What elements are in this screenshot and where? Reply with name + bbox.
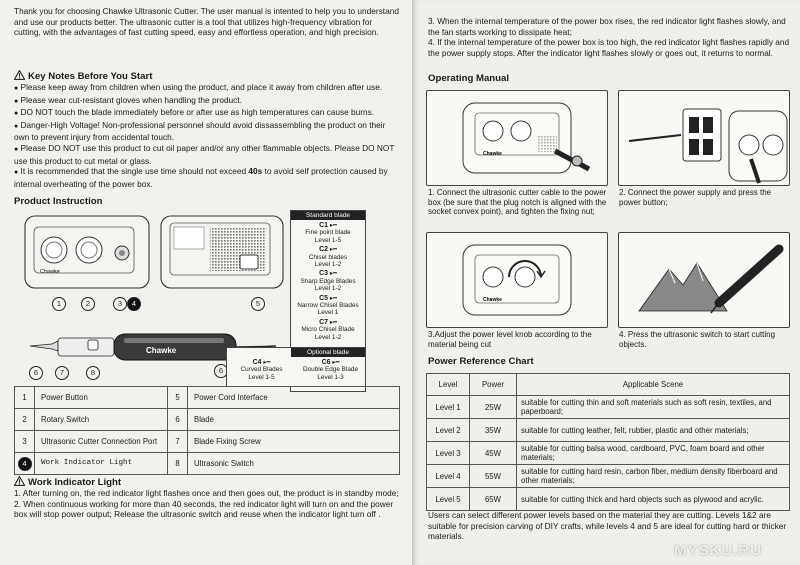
blade-name: Curved Blades xyxy=(240,366,283,374)
blade-shape-icon: ▸━ xyxy=(332,359,340,366)
level-cell: Level 5 xyxy=(427,488,470,511)
blade-level: Level 1-2 xyxy=(314,261,342,269)
indicator-paragraph: 1. After turning on, the red indicator light flashes once and then goes out, the product is in standby mode; xyxy=(14,488,399,498)
blade-shape-icon: ▸━ xyxy=(263,359,271,366)
blade-name: Fine point blade xyxy=(305,229,351,237)
callout-6: 6 xyxy=(29,366,43,380)
indicator-heading xyxy=(14,476,121,488)
callout-2: 2 xyxy=(81,297,95,311)
part-number: 2 xyxy=(15,409,35,431)
blade-item xyxy=(291,270,365,292)
table-row xyxy=(15,409,400,431)
standard-blade-header: Standard blade xyxy=(291,211,365,220)
power-cell: 45W xyxy=(470,442,517,465)
callout-6-blade: 6 xyxy=(214,364,228,378)
blade-code: C7 xyxy=(319,318,329,326)
brand-logo: Chawke xyxy=(40,269,60,275)
callout-1: 1 xyxy=(52,297,66,311)
table-row xyxy=(427,465,790,488)
part-number: 8 xyxy=(168,453,188,475)
step-3-illustration xyxy=(426,232,608,328)
step-1-illustration xyxy=(426,90,608,186)
blade-item xyxy=(291,295,365,317)
callout-8: 8 xyxy=(86,366,100,380)
power-cell: 25W xyxy=(470,396,517,419)
scene-cell: suitable for cutting thick and hard objects such as plywood and acrylic. xyxy=(517,488,790,511)
part-label: Power Button xyxy=(35,387,168,409)
brand-logo: Chawke xyxy=(146,346,177,355)
bullet-icon: ● xyxy=(14,122,19,130)
key-note-text: Please wear cut-resistant gloves when handling the product. xyxy=(20,94,242,105)
scene-cell: suitable for cutting thin and soft materials such as soft resin, textiles, and paperboard; xyxy=(517,396,790,419)
blade-level: Level 1-5 xyxy=(248,373,275,381)
watermark: MYSKU.RU xyxy=(674,542,763,559)
part-number: 6 xyxy=(168,409,188,431)
key-note-item xyxy=(14,82,400,95)
table-row xyxy=(427,396,790,419)
part-label: Power Cord Interface xyxy=(188,387,400,409)
blade-name: Double Edge Blade xyxy=(302,366,359,374)
table-row xyxy=(15,453,400,475)
bullet-icon: ● xyxy=(14,110,19,118)
part-number: 4 xyxy=(18,457,32,471)
blade-code: C4 xyxy=(252,359,262,366)
power-cell: 65W xyxy=(470,488,517,511)
power-chart-footnote: Users can select different power levels based on the material they are cutting. Levels 1&2 are suitable for precision carving of DIY crafts, while levels 4 and 5 are ideal for cutting hard or thicker materials. xyxy=(428,510,787,542)
key-note-text: Please DO NOT use this product to cut oil paper and/or any other flammable objects. Please DO NOT use this product to cut metal or glass. xyxy=(14,142,395,166)
callout-7: 7 xyxy=(55,366,69,380)
indicator-paragraph: 2. When continuous working for more than 40 seconds, the red indicator light will turn on and the power box will stop power output; Release the ultrasonic switch and reuse when the indicator light turn off . xyxy=(14,498,394,520)
power-reference-table xyxy=(426,373,790,511)
right-page xyxy=(412,0,800,565)
operating-manual-title: Operating Manual xyxy=(428,73,510,84)
key-note-item xyxy=(14,95,400,108)
blade-name: Micro Chisel Blade xyxy=(301,326,355,334)
bullet-icon: ● xyxy=(14,145,19,153)
part-label: Work Indicator Light xyxy=(35,453,168,475)
table-row xyxy=(15,387,400,409)
bullet-icon: ● xyxy=(14,97,19,105)
key-note-item xyxy=(14,120,400,143)
intro-paragraph: Thank you for choosing Chawke Ultrasonic Cutter. The user manual is intented to help you to understand and use our products better. The ultrasonic cutter is a tool that utilizes high-frequency vibration for cutting, with the advantages of fast cutting speed, easy and effortless operation, and high precision. xyxy=(14,6,399,38)
part-number: 5 xyxy=(168,387,188,409)
part-label: Rotary Switch xyxy=(35,409,168,431)
key-note-item xyxy=(14,107,400,120)
power-box-front-illustration xyxy=(22,213,152,291)
blade-level: Level 1-2 xyxy=(314,285,342,293)
indicator-paragraph: 4. If the internal temperature of the power box is too high, the red indicator light flashes rapidly and the power supply stops. After the indicator light flashes slowly or goes out, it returns to normal. xyxy=(428,37,790,58)
power-box-back-illustration xyxy=(158,213,286,291)
key-notes-title: Key Notes Before You Start xyxy=(28,71,153,82)
part-label: Blade Fixing Screw xyxy=(188,431,400,453)
level-cell: Level 1 xyxy=(427,396,470,419)
key-note-item xyxy=(14,166,400,189)
indicator-title: Work Indicator Light xyxy=(28,477,122,488)
blade-item xyxy=(296,359,365,381)
part-label: Ultrasonic Switch xyxy=(188,453,400,475)
blade-level: Level 1-5 xyxy=(314,236,342,244)
table-row xyxy=(427,488,790,511)
scene-cell: suitable for cutting balsa wood, cardboard, PVC, foam board and other materials; xyxy=(517,442,790,465)
step-2-illustration xyxy=(618,90,790,186)
key-note-text: Danger-High Voltage! Non-professional personnel should avoid dissassembling the product on their own to prevent injury from accidental touch. xyxy=(14,119,386,143)
time-limit-value: 40s xyxy=(248,166,263,177)
power-chart-title: Power Reference Chart xyxy=(428,356,534,367)
indicator-paragraph: 3. When the internal temperature of the power box rises, the red indicator light flashes slowly, and the fan starts working to dissipate heat; xyxy=(428,16,786,37)
level-cell: Level 2 xyxy=(427,419,470,442)
blade-level: Level 1-2 xyxy=(314,333,342,341)
table-header-row xyxy=(427,374,790,396)
callout-5: 5 xyxy=(251,297,265,311)
part-number: 3 xyxy=(15,431,35,453)
column-header: Level xyxy=(427,374,470,396)
warning-icon xyxy=(14,70,25,80)
bullet-icon: ● xyxy=(14,169,19,177)
key-note-text: It is recommended that the single use time should not exceed xyxy=(20,166,249,177)
blade-name: Narrow Chisel Blades xyxy=(297,302,359,310)
blade-code: C1 xyxy=(319,222,329,229)
blade-code: C5 xyxy=(319,294,329,302)
blade-level: Level 1-3 xyxy=(317,373,344,381)
blade-item xyxy=(291,319,365,341)
blade-shape-icon: ▸━ xyxy=(329,246,337,254)
part-number: 1 xyxy=(15,387,35,409)
part-label: Blade xyxy=(188,409,400,431)
power-cell: 55W xyxy=(470,465,517,488)
blade-shape-icon: ▸━ xyxy=(329,270,337,278)
blade-item xyxy=(291,246,365,268)
blade-item xyxy=(227,359,296,381)
column-header: Power xyxy=(470,374,517,396)
key-notes-heading xyxy=(14,70,152,82)
scene-cell: suitable for cutting leather, felt, rubber, plastic and other materials; xyxy=(517,419,790,442)
step-4-caption: 4. Press the ultrasonic switch to start cutting objects. xyxy=(619,330,776,349)
blade-name: Chisel blades xyxy=(308,253,348,261)
blade-name: Sharp Edge Blades xyxy=(300,277,356,285)
brand-logo: Chawke xyxy=(483,297,502,303)
part-number-cell xyxy=(15,453,35,475)
key-note-text: to avoid self protection caused by internal overheating of the power box. xyxy=(14,166,388,189)
optional-blade-header: Optional blade xyxy=(291,348,365,357)
level-cell: Level 4 xyxy=(427,465,470,488)
part-number: 7 xyxy=(168,431,188,453)
step-2-caption: 2. Connect the power supply and press the power button; xyxy=(619,188,772,207)
blade-code: C3 xyxy=(319,270,329,278)
blade-shape-icon: ▸━ xyxy=(329,294,337,302)
step-4-illustration xyxy=(618,232,790,328)
callout-4: 4 xyxy=(127,297,141,311)
indicator-continued xyxy=(428,16,794,58)
product-instruction-title: Product Instruction xyxy=(14,196,103,207)
blade-code: C6 xyxy=(321,359,331,366)
blade-level: Level 1 xyxy=(317,309,339,317)
key-note-text: Please keep away from children when using the product, and place it away from children after use. xyxy=(20,82,383,92)
blade-shape-icon: ▸━ xyxy=(329,318,337,326)
indicator-text xyxy=(14,488,400,520)
column-header: Applicable Scene xyxy=(517,374,790,396)
scene-cell: suitable for cutting hard resin, carbon fiber, medium density fiberboard and other materials; xyxy=(517,465,790,488)
table-row xyxy=(427,442,790,465)
brand-logo: Chawke xyxy=(483,151,502,157)
key-notes-list xyxy=(14,82,400,189)
level-cell: Level 3 xyxy=(427,442,470,465)
table-row xyxy=(427,419,790,442)
table-row xyxy=(15,431,400,453)
step-3-caption: 3.Adjust the power level knob according to the material being cut xyxy=(428,330,592,349)
blade-shape-icon: ▸━ xyxy=(329,222,337,229)
parts-table xyxy=(14,386,400,475)
blade-item xyxy=(291,222,365,244)
callout-3: 3 xyxy=(113,297,127,311)
blade-code: C2 xyxy=(319,246,329,254)
power-cell: 35W xyxy=(470,419,517,442)
part-label: Ultrasonic Cutter Connection Port xyxy=(35,431,168,453)
warning-icon xyxy=(14,476,25,486)
optional-blade-panel xyxy=(226,347,366,387)
step-1-caption: 1. Connect the ultrasonic cutter cable to the power box (be sure that the plug notch is aligned with the socket convex point), and tighten the fixing nut; xyxy=(428,188,607,217)
bullet-icon: ● xyxy=(14,85,19,92)
key-note-text: DO NOT touch the blade immediately before or after use as high temperatures can cause burns. xyxy=(20,107,375,118)
key-note-item xyxy=(14,143,400,166)
